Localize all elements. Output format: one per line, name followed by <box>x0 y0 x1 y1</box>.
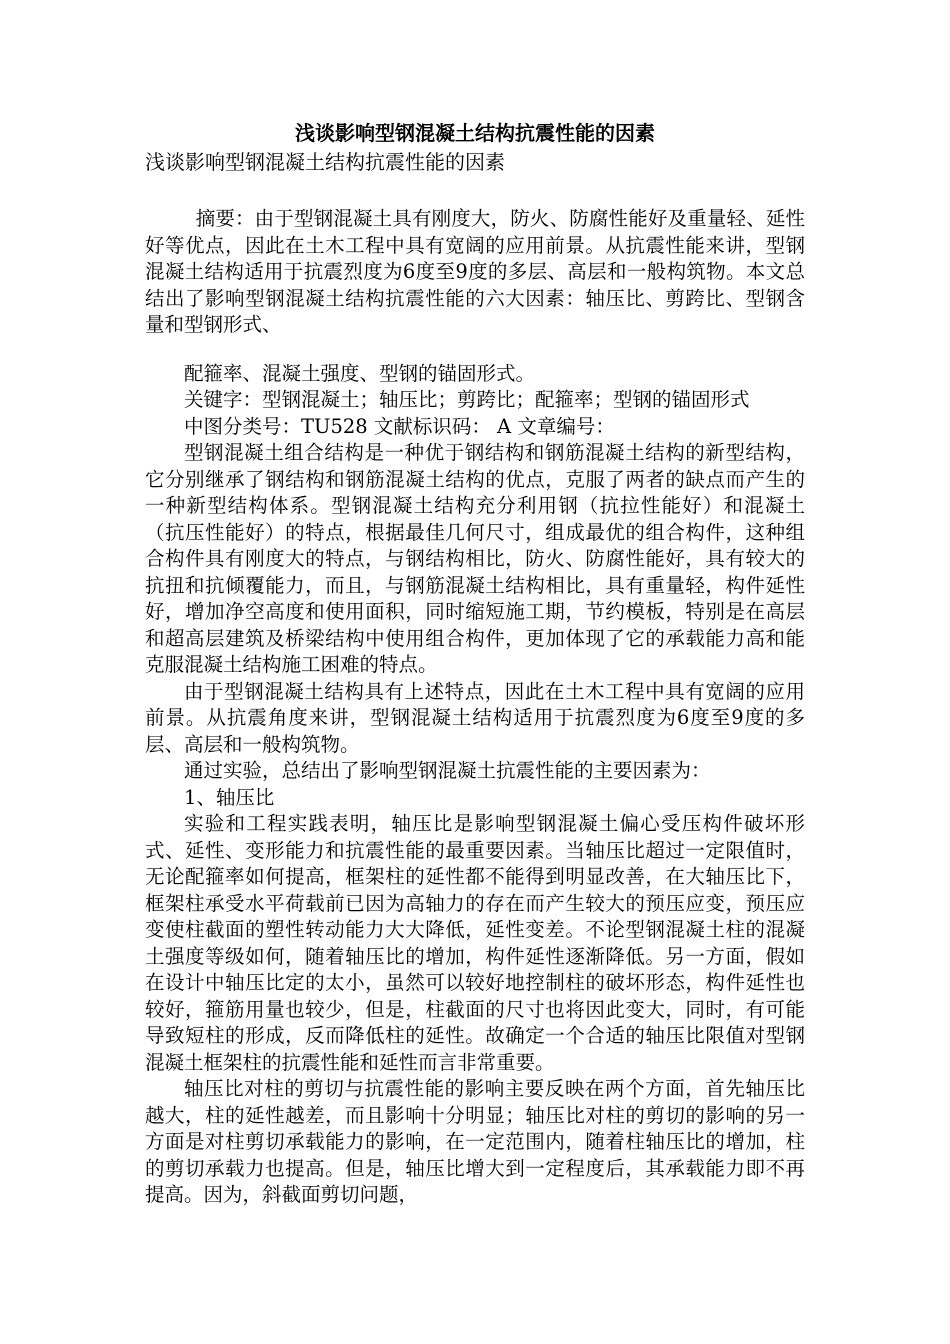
abstract-paragraph: 摘要：由于型钢混凝土具有刚度大，防火、防腐性能好及重量轻、延性好等优点，因此在土木工程中具有宽阔的应用前景。从抗震性能来讲，型钢混凝土结构适用于抗震烈度为6度至9度的多层、高层和一般构筑物。本文总结出了影响型钢混凝土结构抗震性能的六大因素：轴压比、剪跨比、型钢含量和型钢形式、 <box>145 207 805 336</box>
document-title: 浅谈影响型钢混凝土结构抗震性能的因素 <box>295 121 655 145</box>
body-paragraph-5: 轴压比对柱的剪切与抗震性能的影响主要反映在两个方面，首先轴压比越大，柱的延性越差，而且影响十分明显；轴压比对柱的剪切的影响的另一方面是对柱剪切承载能力的影响，在一定范围内，随着柱轴压比的增加，柱的剪切承载力也提高。但是，轴压比增大到一定程度后，其承载能力即不再提高。因为，斜截面剪切问题， <box>145 1077 805 1206</box>
document-subtitle: 浅谈影响型钢混凝土结构抗震性能的因素 <box>145 150 505 174</box>
abstract-continuation: 配箍率、混凝土强度、型钢的锚固形式。 <box>184 361 536 385</box>
spacer <box>145 176 805 206</box>
section-heading-1: 1、轴压比 <box>184 785 275 809</box>
body-paragraph-3: 通过实验，总结出了影响型钢混凝土抗震性能的主要因素为： <box>184 759 711 782</box>
spacer <box>145 339 805 361</box>
document-page <box>145 118 805 1209</box>
classification-line: 中图分类号：TU528 文献标识码： A 文章编号： <box>184 414 615 438</box>
keywords-paragraph: 关键字：型钢混凝土；轴压比；剪跨比；配箍率；型钢的锚固形式 <box>184 388 750 411</box>
body-paragraph-4: 实验和工程实践表明，轴压比是影响型钢混凝土偏心受压构件破坏形式、延性、变形能力和抗震性能的最重要因素。当轴压比超过一定限值时，无论配箍率如何提高，框架柱的延性都不能得到明显改善，在大轴压比下，框架柱承受水平荷载前已因为高轴力的存在而产生较大的预压应变，预压应变使柱截面的塑性转动能力大大降低，延性变差。不论型钢混凝土柱的混凝土强度等级如何，随着轴压比的增加，构件延性逐渐降低。另一方面，假如在设计中轴压比定的太小，虽然可以较好地控制柱的破坏形态，构件延性也较好，箍筋用量也较少，但是，柱截面的尺寸也将因此变大，同时，有可能导致短柱的形成，反而降低柱的延性。故确定一个合适的轴压比限值对型钢混凝土框架柱的抗震性能和延性而言非常重要。 <box>145 812 805 1074</box>
body-paragraph-2: 由于型钢混凝土结构具有上述特点，因此在土木工程中具有宽阔的应用前景。从抗震角度来讲，型钢混凝土结构适用于抗震烈度为6度至9度的多层、高层和一般构筑物。 <box>145 679 805 756</box>
body-paragraph-1: 型钢混凝土组合结构是一种优于钢结构和钢筋混凝土结构的新型结构，它分别继承了钢结构和钢筋混凝土结构的优点，克服了两者的缺点而产生的一种新型结构体系。型钢混凝土结构充分利用钢（抗拉性能好）和混凝土（抗压性能好）的特点，根据最佳几何尺寸，组成最优的组合构件，这种组合构件具有刚度大的特点，与钢结构相比，防火、防腐性能好，具有较大的抗扭和抗倾覆能力，而且，与钢筋混凝土结构相比，具有重量轻，构件延性好，增加净空高度和使用面积，同时缩短施工期，节约模板，特别是在高层和超高层建筑及桥梁结构中使用组合构件，更加体现了它的承载能力高和能克服混凝土结构施工困难的特点。 <box>145 441 805 676</box>
